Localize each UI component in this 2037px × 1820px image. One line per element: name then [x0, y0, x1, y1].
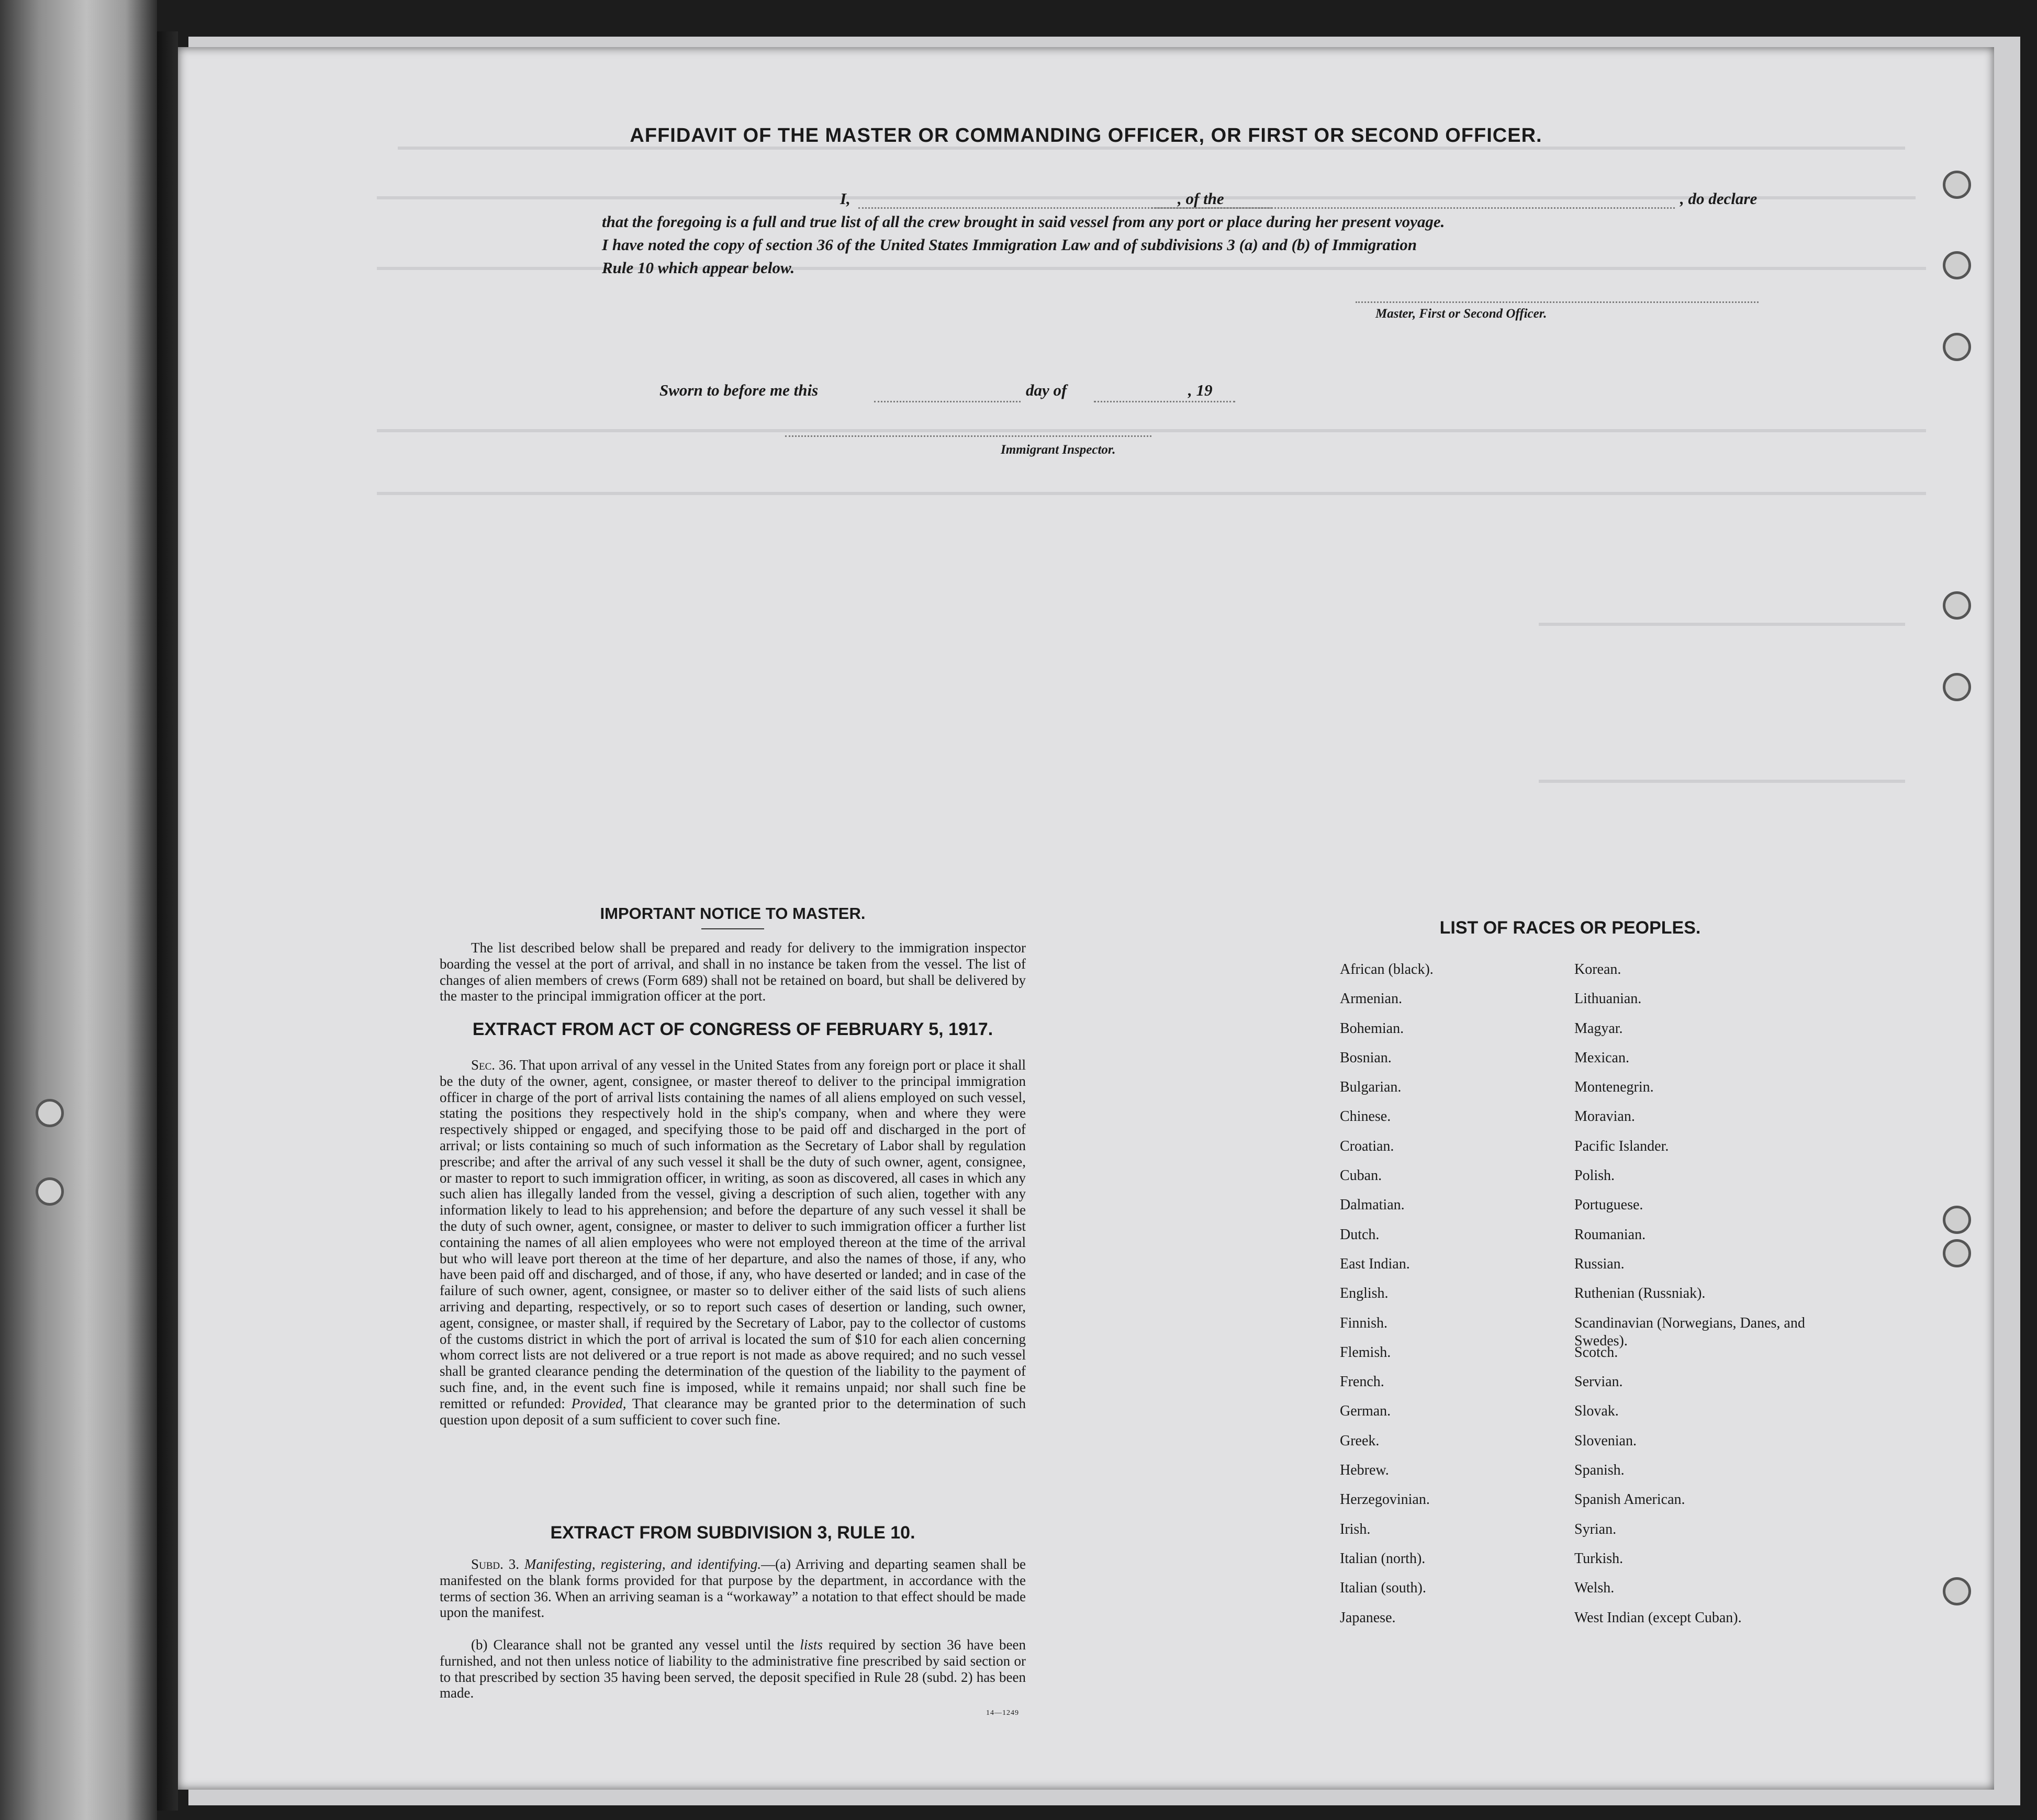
- race-item: Dutch.: [1340, 1226, 1380, 1243]
- race-item: Spanish.: [1574, 1462, 1625, 1479]
- notice-rule: [701, 928, 764, 929]
- affidavit-body: [602, 187, 1795, 279]
- race-item: Servian.: [1574, 1374, 1623, 1390]
- race-item: Polish.: [1574, 1167, 1615, 1184]
- race-item: Roumanian.: [1574, 1226, 1646, 1243]
- race-item: Dalmatian.: [1340, 1197, 1405, 1214]
- day-of-text: day of: [1026, 381, 1067, 399]
- form-code: 14—1249: [986, 1709, 1019, 1717]
- affidavit-i: I,: [840, 189, 850, 208]
- rule-para-b-end: required by section 36 have been furnished, and not then unless notice of liability to the administrative fine prescribed by said section or to that prescribed by section 35 having been served, the deposit specified in Rule 28 (subd. 2) has been made.: [440, 1637, 1026, 1701]
- bleed-through: [377, 492, 1926, 495]
- inspector-line: [785, 435, 1151, 437]
- signature-label: Master, First or Second Officer.: [1375, 307, 1547, 321]
- races-column-2: [1574, 961, 1815, 1638]
- binder-hole: [36, 1099, 64, 1127]
- binder-hole: [36, 1177, 64, 1206]
- race-item: Mexican.: [1574, 1049, 1629, 1066]
- race-item: East Indian.: [1340, 1255, 1410, 1272]
- race-item: Chinese.: [1340, 1108, 1391, 1125]
- race-item: Irish.: [1340, 1521, 1371, 1537]
- race-item: Welsh.: [1574, 1580, 1615, 1597]
- race-item: Hebrew.: [1340, 1462, 1389, 1479]
- race-item: Moravian.: [1574, 1108, 1635, 1125]
- race-item: Ruthenian (Russniak).: [1574, 1285, 1706, 1302]
- race-item: Cuban.: [1340, 1167, 1382, 1184]
- vessel-line: [1151, 207, 1675, 209]
- rule-para-a-text: —(a) Arriving and departing seamen shall be manifested on the blank forms provided for that purpose by the department, in accordance with the terms of section 36. When an arriving seaman is a “workaway” a notation to that effect should be made upon the manifest.: [440, 1556, 1026, 1621]
- race-item: Slovak.: [1574, 1403, 1619, 1420]
- race-item: Japanese.: [1340, 1609, 1396, 1626]
- race-item: Slovenian.: [1574, 1432, 1637, 1449]
- affidavit-declare: , do declare: [1680, 189, 1758, 208]
- race-item: Magyar.: [1574, 1020, 1623, 1037]
- signature-line: [1356, 301, 1759, 303]
- race-item: Italian (north).: [1340, 1550, 1426, 1567]
- act-body-end: That clearance may be granted prior to the determination of such question upon deposit of a sum sufficient to cover such fine.: [440, 1395, 1026, 1428]
- rule-para-b-start: (b) Clearance shall not be granted any vessel until the: [471, 1637, 794, 1653]
- binder-hole: [1943, 673, 1971, 701]
- races-column-1: [1340, 961, 1560, 1638]
- act-body: That upon arrival of any vessel in the United States from any foreign port or place it shall be the duty of the owner, agent, consignee, or master thereof to deliver to the principal immigration officer in charge of the port of arrival lists containing the names of all aliens employed on such vessel, stating the positions they respectively hold in the ship's company, when and where they were respectively shipped or engaged, and specifying those to be paid off and discharged in the port of arrival; or lists containing so much of such information as the Secretary of Labor shall by regulation prescribe; and after the arrival of any such vessel it shall be the duty of such owner, agent, consignee, or master to report to such immigration officer, in writing, as soon as discovered, all cases in which any such alien has illegally landed from the vessel, giving a description of such alien, together with any information likely to lead to his apprehension; and before the departure of any such vessel it shall be the duty of such owner, agent, consignee, or master to deliver to such immigration officer a further list containing the names of all alien employees who were not employed thereon at the time of the arrival but who will leave port thereon at the time of her departure, and also the names of those, if any, who have been paid off and discharged, and of those, if any, who have deserted or landed; and in case of the failure of such owner, agent, consignee, or master so to deliver either of the said lists of such aliens arriving and departing, respectively, or so to report such cases of desertion or landing, such owner, agent, consignee, or master shall, if required by the Secretary of Labor, pay to the collector of customs of the customs district in which the port of arrival is located the sum of $10 for each alien concerning whom correct lists are not delivered or a true report is not made as above required; and no such vessel shall be granted clearance pending the determination of the question of the liability to the payment of such fine, and, in the event such fine is imposed, while it remains unpaid; nor shall such fine be remitted or refunded:: [440, 1057, 1026, 1411]
- sworn-text: Sworn to before me this: [659, 381, 819, 399]
- race-item: Italian (south).: [1340, 1580, 1426, 1597]
- rule-para-b: [440, 1637, 1026, 1701]
- race-item: Herzegovinian.: [1340, 1491, 1430, 1508]
- binder-hole: [1943, 171, 1971, 199]
- race-item: Scandinavian (Norwegians, Danes, and Swedes).: [1574, 1315, 1805, 1349]
- binder-hole: [1943, 1239, 1971, 1267]
- race-item: Flemish.: [1340, 1344, 1391, 1361]
- race-item: African (black).: [1340, 961, 1434, 978]
- binder-hole: [1943, 1206, 1971, 1234]
- month-line: [1094, 401, 1235, 402]
- binding-shadow: [157, 31, 178, 1811]
- bleed-through: [377, 429, 1926, 432]
- race-item: Russian.: [1574, 1255, 1625, 1272]
- subd-label: Subd. 3.: [471, 1556, 519, 1572]
- affidavit-line-3: I have noted the copy of section 36 of the United States Immigration Law and of subdivisions 3 (a) and (b) of Immigration: [602, 235, 1417, 254]
- race-item: Montenegrin.: [1574, 1079, 1654, 1096]
- race-item: Finnish.: [1340, 1315, 1388, 1331]
- race-item: West Indian (except Cuban).: [1574, 1609, 1742, 1626]
- provided-word: Provided,: [571, 1395, 626, 1411]
- race-item: Pacific Islander.: [1574, 1138, 1669, 1154]
- race-item: Scotch.: [1574, 1344, 1618, 1361]
- book-binding: [0, 0, 157, 1820]
- race-item: French.: [1340, 1374, 1384, 1390]
- inspector-label: Immigrant Inspector.: [1001, 443, 1116, 457]
- binder-hole: [1943, 1577, 1971, 1605]
- race-item: Greek.: [1340, 1432, 1380, 1449]
- race-item: Lithuanian.: [1574, 991, 1642, 1007]
- affidavit-line-4: Rule 10 which appear below.: [602, 259, 795, 277]
- affidavit-line-2: that the foregoing is a full and true list of all the crew brought in said vessel from any port or place during her present voyage.: [602, 212, 1445, 231]
- sworn-line: [659, 381, 1497, 404]
- manifest-page: [178, 47, 1994, 1790]
- race-item: Portuguese.: [1574, 1197, 1643, 1214]
- rule-para-b-lists: lists: [800, 1637, 823, 1653]
- sec-label: Sec. 36.: [471, 1057, 517, 1073]
- race-item: Bulgarian.: [1340, 1079, 1402, 1096]
- race-item: Turkish.: [1574, 1550, 1624, 1567]
- subd-title: Manifesting, registering, and identifying.: [524, 1556, 762, 1572]
- notice-heading: IMPORTANT NOTICE TO MASTER.: [600, 904, 866, 923]
- rule-para-a: [440, 1556, 1026, 1621]
- race-item: Bosnian.: [1340, 1049, 1392, 1066]
- day-line: [874, 401, 1021, 402]
- affidavit-title: AFFIDAVIT OF THE MASTER OR COMMANDING OFFICER, OR FIRST OR SECOND OFFICER.: [630, 125, 1542, 147]
- binder-hole: [1943, 591, 1971, 620]
- notice-text: The list described below shall be prepared and ready for delivery to the immigration inspector boarding the vessel at the port of arrival, and shall in no instance be taken from the vessel. The list of changes of alien members of crews (Form 689) shall not be retained on board, but shall be delivered by the master to the principal immigration officer at the port.: [440, 940, 1026, 1004]
- year-prefix: , 19: [1188, 381, 1213, 399]
- bleed-through: [1539, 780, 1905, 783]
- bleed-through: [1539, 623, 1905, 626]
- act-text: [440, 1057, 1026, 1428]
- race-item: Korean.: [1574, 961, 1621, 978]
- races-heading: LIST OF RACES OR PEOPLES.: [1439, 918, 1701, 938]
- binder-hole: [1943, 333, 1971, 361]
- race-item: German.: [1340, 1403, 1391, 1420]
- race-item: Syrian.: [1574, 1521, 1617, 1537]
- affidavit-of-the: , of the: [1178, 189, 1224, 208]
- race-item: Bohemian.: [1340, 1020, 1404, 1037]
- race-item: Armenian.: [1340, 991, 1402, 1007]
- race-item: English.: [1340, 1285, 1389, 1302]
- rule-heading: EXTRACT FROM SUBDIVISION 3, RULE 10.: [550, 1523, 915, 1543]
- race-item: Spanish American.: [1574, 1491, 1685, 1508]
- act-heading: EXTRACT FROM ACT OF CONGRESS OF FEBRUARY 5, 1917.: [472, 1019, 993, 1039]
- binder-hole: [1943, 251, 1971, 279]
- race-item: Croatian.: [1340, 1138, 1394, 1154]
